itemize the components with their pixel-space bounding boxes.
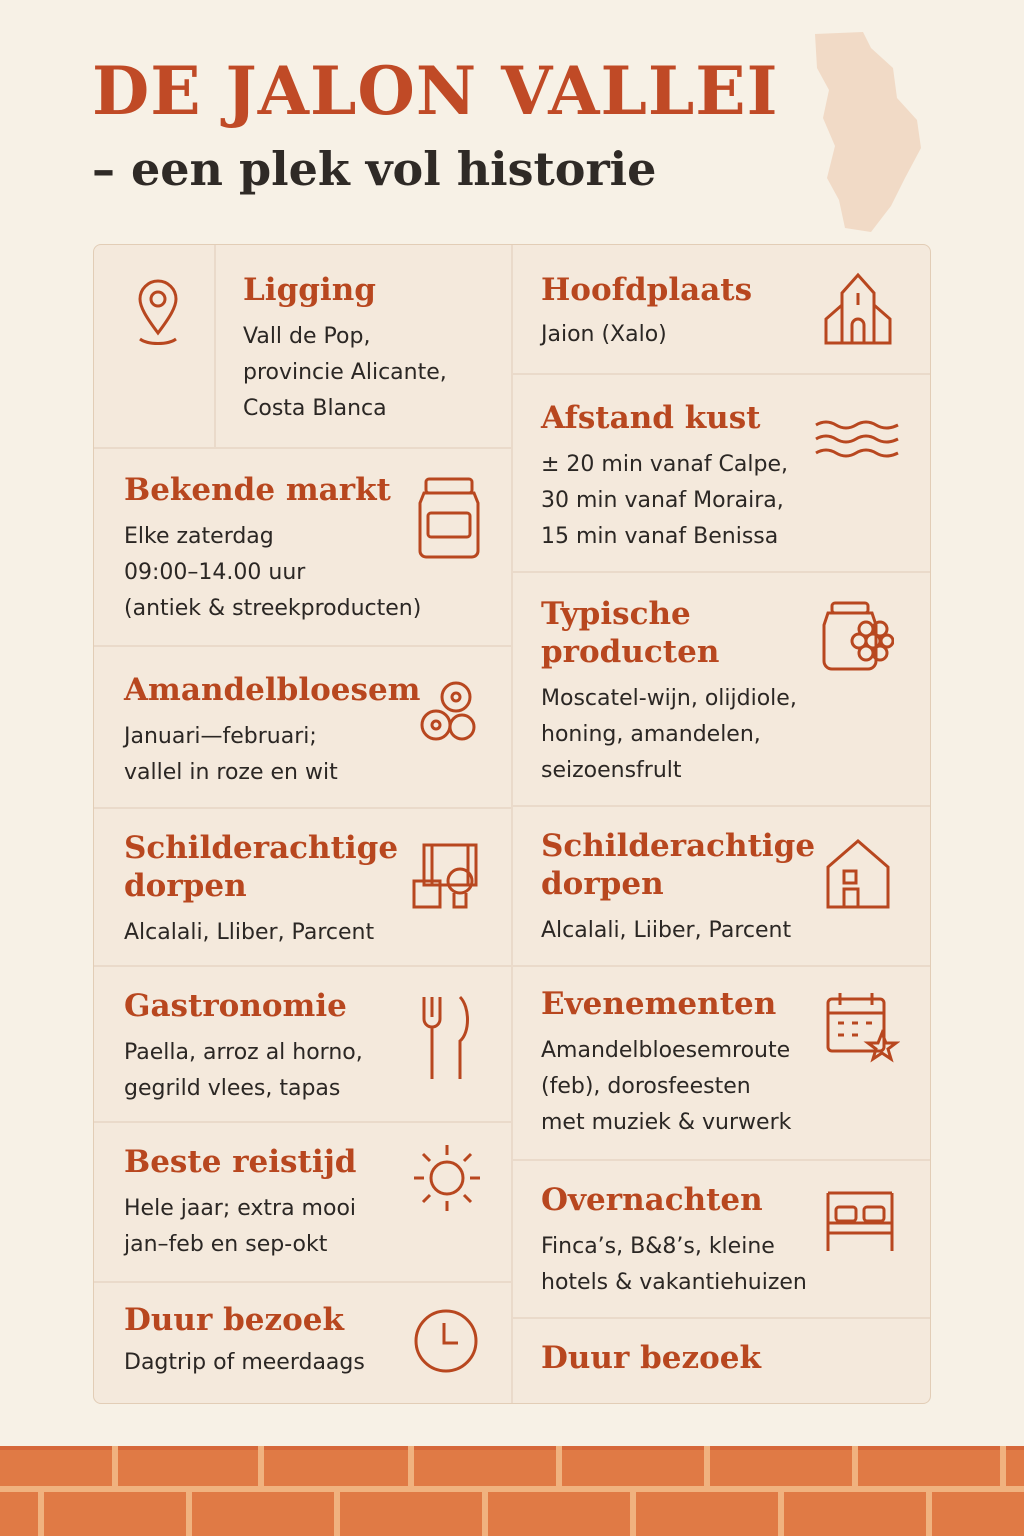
calendar-star-icon	[824, 991, 900, 1063]
overnachten-title: Overnachten	[541, 1182, 763, 1218]
church-icon	[818, 271, 898, 347]
fork-knife-icon	[416, 993, 476, 1083]
waves-icon	[814, 419, 900, 461]
dorpen-right-title: Schilderachtige dorpen	[541, 828, 816, 902]
house-icon	[822, 837, 894, 911]
info-overnachten	[512, 1161, 930, 1319]
dorpen-right-text: Alcalali, Liiber, Parcent	[541, 918, 792, 943]
gastronomie-title: Gastronomie	[124, 988, 347, 1024]
info-hoofdplaats	[512, 245, 930, 375]
info-schilderachtige-dorpen-right	[512, 807, 930, 967]
info-card	[93, 244, 931, 1404]
bekende-markt-title: Bekende markt	[124, 472, 391, 508]
afstand-kust-text: ± 20 min vanaf Calpe, 30 min vanaf Moraira, 15 min vanaf Benissa	[541, 452, 789, 549]
bekende-markt-text: Elke zaterdag 09:00–14.00 uur (antiek & streekproducten)	[124, 524, 422, 621]
bed-icon	[820, 1189, 900, 1255]
info-bekende-markt	[94, 449, 512, 647]
info-afstand-kust	[512, 375, 930, 573]
info-ligging	[94, 245, 512, 449]
ligging-text: Vall de Pop, provincie Alicante, Costa Blanca	[243, 324, 447, 421]
dorpen-left-text: Alcalali, Lliber, Parcent	[124, 920, 375, 945]
hoofdplaats-text: Jaion (Xalo)	[541, 322, 667, 347]
page-subtitle: – een plek vol historie	[92, 142, 657, 196]
ligging-title: Ligging	[243, 272, 376, 308]
blossom-icon	[414, 677, 484, 751]
village-icon	[410, 841, 486, 911]
dorpen-left-title: Schilderachtige dorpen	[124, 830, 399, 904]
afstand-kust-title: Afstand kust	[541, 400, 761, 436]
typische-producten-title: Typische producten	[541, 596, 720, 670]
typische-producten-text: Moscatel-wijn, olijdiole, honing, amandelen, seizoensfrult	[541, 686, 797, 783]
location-pin-icon	[128, 277, 188, 349]
clock-icon	[412, 1307, 480, 1375]
duur-bezoek-left-title: Duur bezoek	[124, 1302, 344, 1338]
map-stain-icon	[805, 28, 925, 238]
amandelbloesem-title: Amandelbloesem	[124, 672, 421, 708]
beste-reistijd-text: Hele jaar; extra mooi jan–feb en sep-okt	[124, 1196, 357, 1257]
info-typische-producten	[512, 573, 930, 807]
page-title: DE JALON VALLEI	[92, 52, 779, 130]
info-duur-bezoek-left	[94, 1283, 512, 1403]
info-evenementen	[512, 967, 930, 1161]
info-duur-bezoek-right	[512, 1319, 930, 1403]
sun-icon	[410, 1141, 484, 1215]
overnachten-text: Finca’s, B&8’s, kleine hotels & vakantiehuizen	[541, 1234, 807, 1295]
jar-icon	[412, 473, 486, 563]
cell-divider	[214, 245, 216, 447]
info-beste-reistijd	[94, 1123, 512, 1283]
evenementen-title: Evenementen	[541, 986, 777, 1022]
duur-bezoek-left-text: Dagtrip of meerdaags	[124, 1350, 365, 1375]
hoofdplaats-title: Hoofdplaats	[541, 272, 753, 308]
info-amandelbloesem	[94, 647, 512, 809]
evenementen-text: Amandelbloesemroute (feb), dorosfeesten met muziek & vurwerk	[541, 1038, 792, 1135]
info-gastronomie	[94, 967, 512, 1123]
gastronomie-text: Paella, arroz al horno, gegrild vlees, tapas	[124, 1040, 363, 1101]
amandelbloesem-text: Januari—februari; vallel in roze en wit	[124, 724, 338, 785]
beste-reistijd-title: Beste reistijd	[124, 1144, 357, 1180]
duur-bezoek-right-title: Duur bezoek	[541, 1340, 761, 1376]
terracotta-tiles	[0, 1446, 1024, 1536]
info-schilderachtige-dorpen-left	[94, 809, 512, 967]
honey-jar-icon	[818, 599, 894, 675]
